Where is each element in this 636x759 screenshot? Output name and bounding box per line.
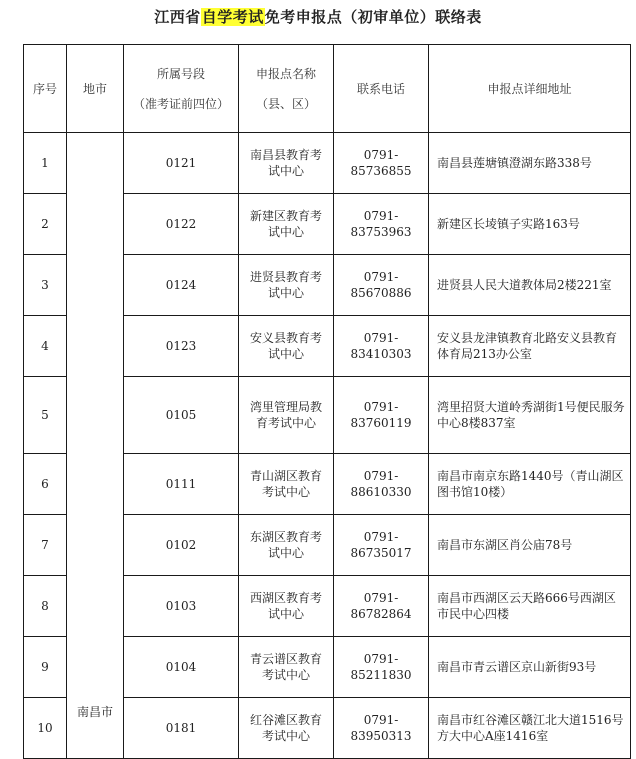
cell-phone: 0791-86782864 xyxy=(334,576,429,637)
cell-address: 南昌市南京东路1440号（青山湖区图书馆10楼） xyxy=(429,454,631,515)
cell-code: 0104 xyxy=(124,637,239,698)
cell-phone: 0791-83410303 xyxy=(334,316,429,377)
cell-office-name: 青云谱区教育考试中心 xyxy=(239,637,334,698)
cell-seq: 4 xyxy=(24,316,67,377)
cell-office-name: 安义县教育考试中心 xyxy=(239,316,334,377)
cell-office-name: 新建区教育考试中心 xyxy=(239,194,334,255)
cell-address: 湾里招贤大道岭秀湖街1号便民服务中心8楼837室 xyxy=(429,377,631,454)
cell-code: 0103 xyxy=(124,576,239,637)
cell-phone: 0791-88610330 xyxy=(334,454,429,515)
header-code-segment-line2: （准考证前四位） xyxy=(132,96,229,111)
cell-code: 0124 xyxy=(124,255,239,316)
cell-phone: 0791-85736855 xyxy=(334,133,429,194)
header-phone: 联系电话 xyxy=(334,45,429,133)
cell-seq: 9 xyxy=(24,637,67,698)
header-seq: 序号 xyxy=(24,45,67,133)
cell-office-name: 湾里管理局教育考试中心 xyxy=(239,377,334,454)
header-city: 地市 xyxy=(67,45,124,133)
cell-seq: 8 xyxy=(24,576,67,637)
cell-address: 南昌市东湖区肖公庙78号 xyxy=(429,515,631,576)
cell-seq: 5 xyxy=(24,377,67,454)
cell-seq: 7 xyxy=(24,515,67,576)
cell-seq: 3 xyxy=(24,255,67,316)
cell-address: 安义县龙津镇教育北路安义县教育体育局213办公室 xyxy=(429,316,631,377)
cell-address: 新建区长堎镇子实路163号 xyxy=(429,194,631,255)
cell-code: 0121 xyxy=(124,133,239,194)
contact-table xyxy=(23,44,631,759)
cell-office-name: 进贤县教育考试中心 xyxy=(239,255,334,316)
cell-code: 0123 xyxy=(124,316,239,377)
header-code-segment-line1: 所属号段 xyxy=(156,66,205,81)
cell-address: 南昌市西湖区云天路666号西湖区市民中心四楼 xyxy=(429,576,631,637)
header-office-name-line1: 申报点名称 xyxy=(255,66,316,81)
header-code-segment xyxy=(124,45,239,133)
cell-phone: 0791-85670886 xyxy=(334,255,429,316)
cell-seq: 2 xyxy=(24,194,67,255)
cell-code: 0102 xyxy=(124,515,239,576)
table-row xyxy=(24,133,631,194)
cell-phone: 0791-85211830 xyxy=(334,637,429,698)
cell-office-name: 东湖区教育考试中心 xyxy=(239,515,334,576)
cell-phone: 0791-83950313 xyxy=(334,698,429,759)
cell-address: 南昌县莲塘镇澄湖东路338号 xyxy=(429,133,631,194)
cell-code: 0181 xyxy=(124,698,239,759)
cell-code: 0111 xyxy=(124,454,239,515)
cell-code: 0122 xyxy=(124,194,239,255)
cell-office-name: 红谷滩区教育考试中心 xyxy=(239,698,334,759)
cell-address: 进贤县人民大道教体局2楼221室 xyxy=(429,255,631,316)
header-office-name-line2: （县、区） xyxy=(255,96,316,111)
cell-office-name: 西湖区教育考试中心 xyxy=(239,576,334,637)
title-suffix: 免考申报点（初审单位）联络表 xyxy=(264,8,482,26)
cell-phone: 0791-86735017 xyxy=(334,515,429,576)
cell-address: 南昌市青云谱区京山新街93号 xyxy=(429,637,631,698)
cell-address: 南昌市红谷滩区赣江北大道1516号方大中心A座1416室 xyxy=(429,698,631,759)
cell-office-name: 青山湖区教育考试中心 xyxy=(239,454,334,515)
header-office-name xyxy=(239,45,334,133)
cell-phone: 0791-83760119 xyxy=(334,377,429,454)
cell-seq: 6 xyxy=(24,454,67,515)
cell-seq: 10 xyxy=(24,698,67,759)
cell-office-name: 南昌县教育考试中心 xyxy=(239,133,334,194)
header-row xyxy=(24,45,631,133)
page-title xyxy=(0,4,636,30)
cell-city: 南昌市 xyxy=(67,133,124,759)
title-prefix: 江西省 xyxy=(154,8,201,26)
cell-seq: 1 xyxy=(24,133,67,194)
title-highlight: 自学考试 xyxy=(201,8,264,26)
cell-phone: 0791-83753963 xyxy=(334,194,429,255)
header-address: 申报点详细地址 xyxy=(429,45,631,133)
cell-code: 0105 xyxy=(124,377,239,454)
